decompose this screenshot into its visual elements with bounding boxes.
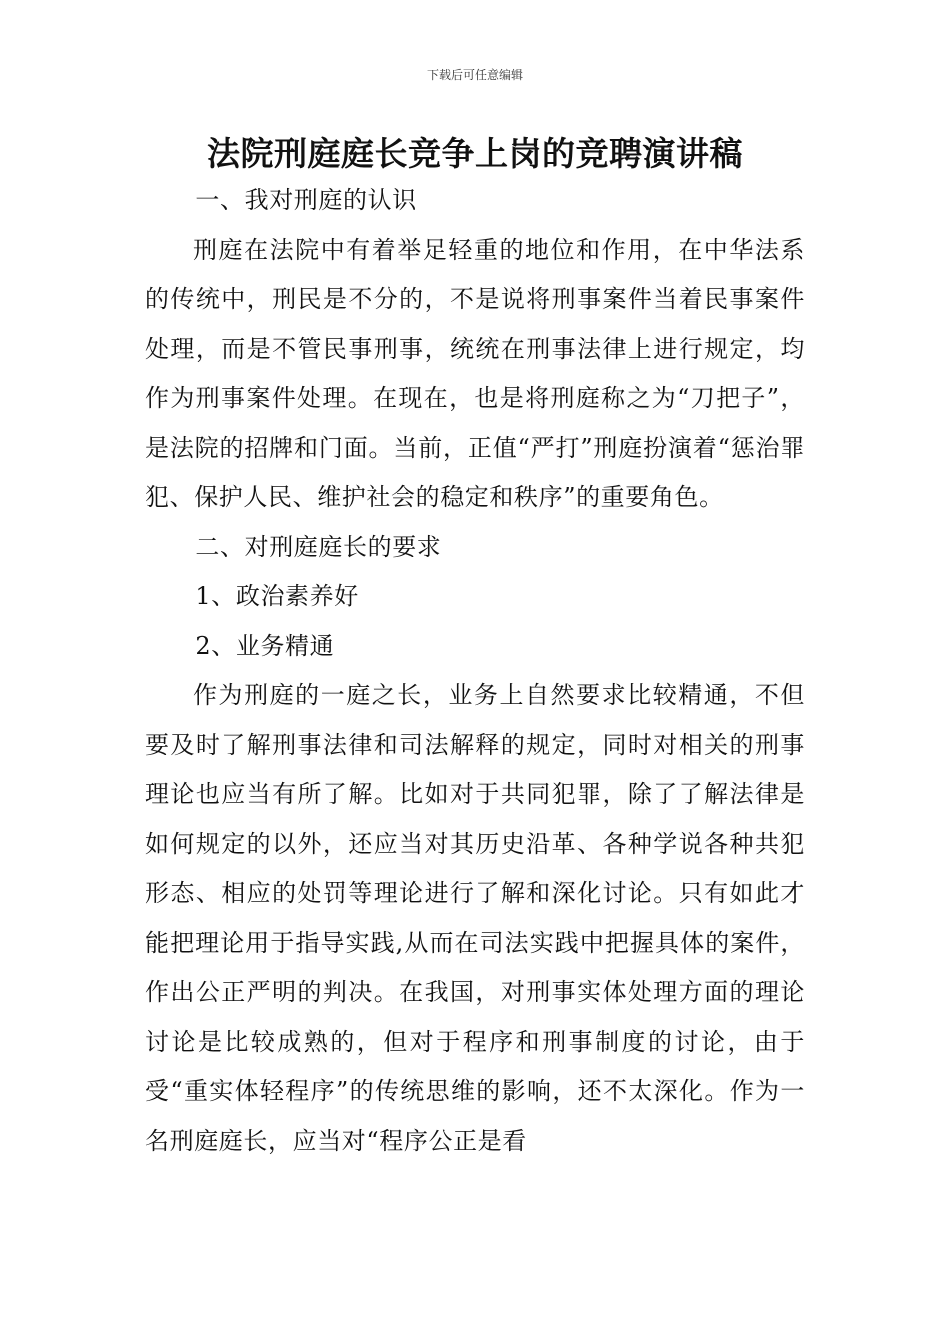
section-heading-1: 一、我对刑庭的认识	[195, 186, 417, 214]
paragraph-1: 刑庭在法院中有着举足轻重的地位和作用，在中华法系的传统中，刑民是不分的，不是说将刑事案件当着民事案件处理，而是不管民事刑事，统统在刑事法律上进行规定，均作为刑事案件处理。在现在，也是将刑庭称之为“刀把子”，是法院的招牌和门面。当前，正值“严打”刑庭扮演着“惩治罪犯、保护人民、维护社会的稳定和秩序”的重要角色。	[145, 235, 805, 511]
section-heading-2: 二、对刑庭庭长的要求	[195, 532, 442, 561]
paragraph-2: 作为刑庭的一庭之长，业务上自然要求比较精通，不但要及时了解刑事法律和司法解释的规定，同时对相关的刑事理论也应当有所了解。比如对于共同犯罪，除了了解法律是如何规定的以外，还应当对其历史沿革、各种学说各种共犯形态、相应的处罚等理论进行了解和深化讨论。只有如此才能把理论用于指导实践,从而在司法实践中把握具体的案件，作出公正严明的判决。在我国，对刑事实体处理方面的理论讨论是比较成熟的，但对于程序和刑事制度的讨论，由于受“重实体轻程序”的传统思维的影响，还不太深化。作为一名刑庭庭长，应当对“程序公正是看	[145, 681, 805, 1155]
list-item-2: 2、业务精通	[195, 631, 335, 660]
document-body	[145, 176, 805, 1166]
header-note: 下载后可任意编辑	[426, 68, 523, 82]
document-title: 法院刑庭庭长竞争上岗的竞聘演讲稿	[207, 134, 743, 173]
list-item-1: 1、政治素养好	[195, 582, 359, 610]
